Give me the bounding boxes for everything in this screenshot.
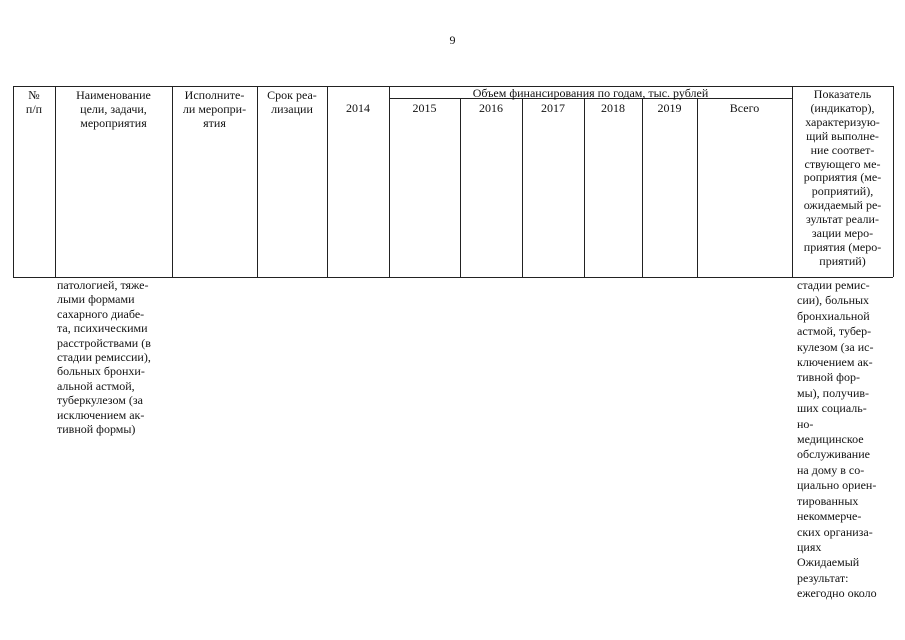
indicator-line: некоммерче-	[797, 509, 862, 524]
name-line: больных бронхи-	[57, 364, 145, 379]
indicator-line: тивной фор-	[797, 370, 860, 385]
col-border	[697, 98, 698, 277]
header-year-2015: 2015	[412, 101, 437, 115]
indicator-line: медицинское	[797, 432, 864, 447]
name-line: лыми формами	[57, 292, 135, 307]
indicator-line: бронхиальной	[797, 308, 870, 323]
col-border	[522, 98, 523, 277]
header-name: Наименование цели, задачи, мероприятия	[76, 88, 151, 130]
header-indicator: Показатель (индикатор), характеризую- щий выполне- ние соответ- ствующего ме- роприятия (ме- роприятий), ожидаемый ре- зультат реали- зации меро- приятия (меро- приятий)	[803, 87, 882, 268]
indicator-line: стадии ремис-	[797, 278, 870, 292]
indicator-line: ших социаль-	[797, 401, 867, 416]
name-line: та, психическими	[57, 321, 148, 336]
name-line: исключением ак-	[57, 407, 145, 422]
header-num: № п/п	[25, 88, 43, 116]
indicator-line: циально ориен-	[797, 478, 877, 493]
indicator-line: обслуживание	[797, 447, 870, 462]
indicator-line: но-	[797, 416, 814, 431]
indicator-line: мы), получив-	[797, 385, 870, 400]
indicator-line: сии), больных	[797, 293, 870, 308]
col-border	[893, 86, 894, 277]
header-total: Всего	[729, 101, 760, 115]
indicator-line: ских организа-	[797, 524, 873, 539]
indicator-line: тированных	[797, 493, 859, 508]
name-line: альной астмой,	[57, 378, 135, 393]
col-border	[584, 98, 585, 277]
name-line: расстройствами (в	[57, 335, 151, 350]
indicator-line: ключением ак-	[797, 355, 873, 370]
col-border	[642, 98, 643, 277]
indicator-line: на дому в со-	[797, 462, 865, 477]
header-year-2014: 2014	[346, 101, 370, 115]
page-number: 9	[449, 33, 456, 47]
name-line: стадии ремиссии),	[57, 350, 151, 365]
indicator-line: ежегодно около	[797, 586, 877, 601]
header-year-2019: 2019	[657, 101, 682, 115]
indicator-line: Ожидаемый	[797, 555, 860, 570]
header-year-2017: 2017	[541, 101, 565, 115]
indicator-line: циях	[797, 539, 822, 554]
col-border	[460, 98, 461, 277]
indicator-continuation	[797, 278, 890, 602]
name-continuation	[57, 278, 168, 436]
header-year-2018: 2018	[601, 101, 625, 115]
header-year-2016: 2016	[479, 101, 503, 115]
name-line: сахарного диабе-	[57, 306, 145, 321]
header-term: Срок реа- лизации	[267, 88, 317, 116]
name-line: туберкулезом (за	[57, 393, 143, 408]
indicator-line: кулезом (за ис-	[797, 339, 874, 354]
indicator-line: результат:	[797, 570, 849, 585]
header-executor: Исполните- ли меропри- ятия	[182, 88, 247, 130]
name-line: патологией, тяже-	[57, 278, 149, 292]
name-line: тивной формы)	[57, 422, 136, 437]
indicator-line: астмой, тубер-	[797, 324, 872, 339]
header-funding-title: Объем финансирования по годам, тыс. рублей	[472, 86, 709, 100]
